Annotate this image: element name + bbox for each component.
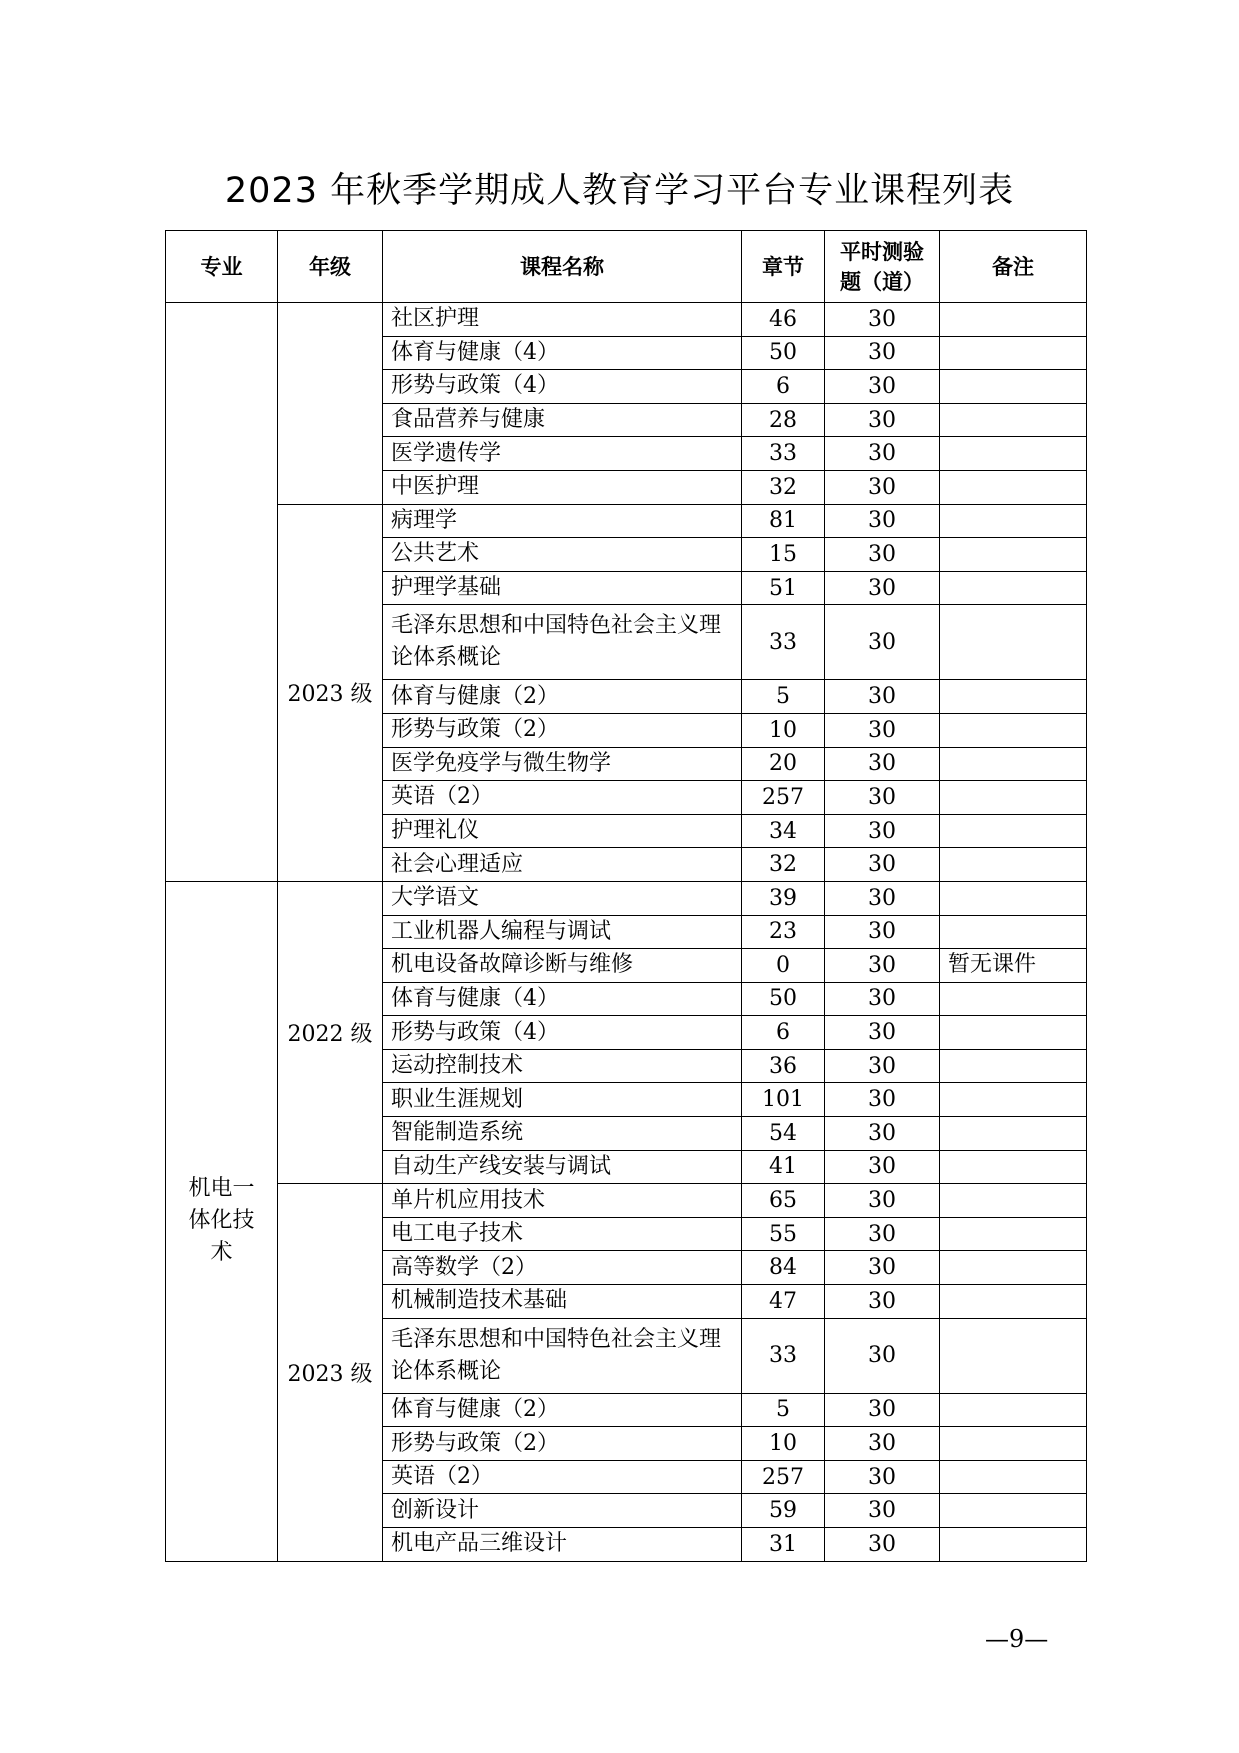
course-name-cell: 体育与健康（4） [383,982,742,1016]
chapters-cell: 55 [742,1217,825,1251]
grade-cell [278,303,383,505]
remark-cell [940,303,1087,337]
course-name-cell: 社区护理 [383,303,742,337]
chapters-cell: 50 [742,982,825,1016]
remark-cell [940,1184,1087,1218]
course-name-cell: 病理学 [383,504,742,538]
course-name-cell: 电工电子技术 [383,1217,742,1251]
quiz-count-cell: 30 [825,571,940,605]
header-chapters: 章节 [742,231,825,303]
quiz-count-cell: 30 [825,1049,940,1083]
remark-cell [940,504,1087,538]
course-name-cell: 毛泽东思想和中国特色社会主义理论体系概论 [383,605,742,680]
remark-cell: 暂无课件 [940,949,1087,983]
quiz-count-cell: 30 [825,437,940,471]
course-name-cell: 大学语文 [383,881,742,915]
chapters-cell: 39 [742,881,825,915]
quiz-count-cell: 30 [825,336,940,370]
quiz-count-cell: 30 [825,848,940,882]
chapters-cell: 32 [742,470,825,504]
chapters-cell: 28 [742,403,825,437]
remark-cell [940,403,1087,437]
major-label: 机电一体化技术 [188,1176,255,1266]
remark-cell [940,1427,1087,1461]
chapters-cell: 15 [742,538,825,572]
table-row [166,881,1087,915]
quiz-count-cell: 30 [825,1117,940,1151]
quiz-count-cell: 30 [825,781,940,815]
course-name-cell: 机电设备故障诊断与维修 [383,949,742,983]
remark-cell [940,713,1087,747]
remark-cell [940,1117,1087,1151]
quiz-count-cell: 30 [825,470,940,504]
chapters-cell: 101 [742,1083,825,1117]
course-name-cell: 护理学基础 [383,571,742,605]
course-name-cell: 形势与政策（2） [383,713,742,747]
quiz-count-cell: 30 [825,1494,940,1528]
remark-cell [940,848,1087,882]
remark-cell [940,1460,1087,1494]
table-header-row [166,231,1087,303]
quiz-count-cell: 30 [825,1427,940,1461]
chapters-cell: 36 [742,1049,825,1083]
remark-cell [940,1393,1087,1427]
quiz-count-cell: 30 [825,747,940,781]
remark-cell [940,571,1087,605]
chapters-cell: 33 [742,605,825,680]
quiz-count-cell: 30 [825,370,940,404]
course-table [165,230,1087,1562]
course-name-cell: 体育与健康（4） [383,336,742,370]
remark-cell [940,881,1087,915]
chapters-cell: 32 [742,848,825,882]
course-name-cell: 运动控制技术 [383,1049,742,1083]
remark-cell [940,1150,1087,1184]
remark-cell [940,814,1087,848]
header-quiz-line2: 题（道） [840,269,924,294]
grade-cell: 2023 级 [278,504,383,881]
quiz-count-cell: 30 [825,1217,940,1251]
remark-cell [940,370,1087,404]
quiz-count-cell: 30 [825,303,940,337]
course-name-cell: 机械制造技术基础 [383,1285,742,1319]
course-name-cell: 体育与健康（2） [383,1393,742,1427]
quiz-count-cell: 30 [825,1528,940,1562]
remark-cell [940,1494,1087,1528]
quiz-count-cell: 30 [825,1184,940,1218]
remark-cell [940,437,1087,471]
quiz-count-cell: 30 [825,713,940,747]
header-quiz-count [825,231,940,303]
major-cell [166,303,278,882]
header-course-name: 课程名称 [383,231,742,303]
course-name-cell: 职业生涯规划 [383,1083,742,1117]
chapters-cell: 6 [742,370,825,404]
course-name-cell: 智能制造系统 [383,1117,742,1151]
course-name-cell: 护理礼仪 [383,814,742,848]
chapters-cell: 50 [742,336,825,370]
chapters-cell: 34 [742,814,825,848]
page-title: 2023 年秋季学期成人教育学习平台专业课程列表 [224,171,1015,211]
course-name-cell: 公共艺术 [383,538,742,572]
chapters-cell: 5 [742,680,825,714]
chapters-cell: 46 [742,303,825,337]
course-name-cell: 形势与政策（2） [383,1427,742,1461]
table-row [166,303,1087,337]
quiz-count-cell: 30 [825,1016,940,1050]
chapters-cell: 31 [742,1528,825,1562]
page-number: —9— [985,1625,1049,1653]
header-quiz-line1: 平时测验 [840,239,924,264]
quiz-count-cell: 30 [825,403,940,437]
remark-cell [940,1318,1087,1393]
header-grade: 年级 [278,231,383,303]
remark-cell [940,605,1087,680]
grade-cell: 2022 级 [278,881,383,1183]
quiz-count-cell: 30 [825,881,940,915]
chapters-cell: 65 [742,1184,825,1218]
course-name-cell: 形势与政策（4） [383,370,742,404]
chapters-cell: 59 [742,1494,825,1528]
header-major: 专业 [166,231,278,303]
quiz-count-cell: 30 [825,814,940,848]
remark-cell [940,1217,1087,1251]
course-name-cell: 医学遗传学 [383,437,742,471]
quiz-count-cell: 30 [825,1318,940,1393]
course-name-cell: 英语（2） [383,781,742,815]
remark-cell [940,747,1087,781]
quiz-count-cell: 30 [825,1393,940,1427]
course-name-cell: 形势与政策（4） [383,1016,742,1050]
chapters-cell: 6 [742,1016,825,1050]
course-name-cell: 机电产品三维设计 [383,1528,742,1562]
chapters-cell: 257 [742,1460,825,1494]
chapters-cell: 47 [742,1285,825,1319]
quiz-count-cell: 30 [825,949,940,983]
header-remark: 备注 [940,231,1087,303]
course-name-cell: 工业机器人编程与调试 [383,915,742,949]
chapters-cell: 33 [742,1318,825,1393]
remark-cell [940,1049,1087,1083]
chapters-cell: 54 [742,1117,825,1151]
chapters-cell: 0 [742,949,825,983]
remark-cell [940,1083,1087,1117]
course-name-cell: 中医护理 [383,470,742,504]
table-body [166,303,1087,1562]
chapters-cell: 23 [742,915,825,949]
course-name-cell: 食品营养与健康 [383,403,742,437]
quiz-count-cell: 30 [825,982,940,1016]
table-row [166,504,1087,538]
chapters-cell: 5 [742,1393,825,1427]
remark-cell [940,1285,1087,1319]
remark-cell [940,1528,1087,1562]
chapters-cell: 20 [742,747,825,781]
major-cell [166,881,278,1561]
quiz-count-cell: 30 [825,1285,940,1319]
quiz-count-cell: 30 [825,915,940,949]
course-name-cell: 毛泽东思想和中国特色社会主义理论体系概论 [383,1318,742,1393]
course-name-cell: 社会心理适应 [383,848,742,882]
chapters-cell: 257 [742,781,825,815]
remark-cell [940,1016,1087,1050]
course-name-cell: 英语（2） [383,1460,742,1494]
quiz-count-cell: 30 [825,605,940,680]
grade-cell: 2023 级 [278,1184,383,1561]
remark-cell [940,982,1087,1016]
remark-cell [940,680,1087,714]
remark-cell [940,1251,1087,1285]
remark-cell [940,538,1087,572]
course-name-cell: 自动生产线安装与调试 [383,1150,742,1184]
remark-cell [940,915,1087,949]
course-name-cell: 创新设计 [383,1494,742,1528]
chapters-cell: 10 [742,1427,825,1461]
quiz-count-cell: 30 [825,1083,940,1117]
course-name-cell: 体育与健康（2） [383,680,742,714]
remark-cell [940,781,1087,815]
quiz-count-cell: 30 [825,538,940,572]
course-name-cell: 单片机应用技术 [383,1184,742,1218]
quiz-count-cell: 30 [825,680,940,714]
remark-cell [940,470,1087,504]
remark-cell [940,336,1087,370]
quiz-count-cell: 30 [825,1251,940,1285]
chapters-cell: 10 [742,713,825,747]
quiz-count-cell: 30 [825,1150,940,1184]
chapters-cell: 41 [742,1150,825,1184]
chapters-cell: 81 [742,504,825,538]
table-row [166,1184,1087,1218]
chapters-cell: 33 [742,437,825,471]
course-name-cell: 医学免疫学与微生物学 [383,747,742,781]
quiz-count-cell: 30 [825,504,940,538]
quiz-count-cell: 30 [825,1460,940,1494]
course-name-cell: 高等数学（2） [383,1251,742,1285]
chapters-cell: 51 [742,571,825,605]
chapters-cell: 84 [742,1251,825,1285]
